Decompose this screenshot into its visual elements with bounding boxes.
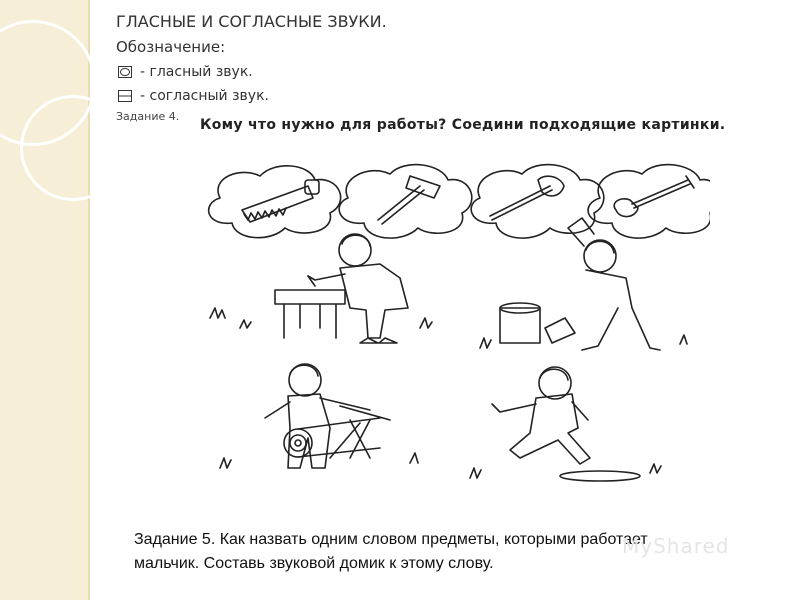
task5-instruction: Задание 5. Как назвать одним словом предметы, которыми работает мальчик. Составь звуковой домик к этому слову. [134, 531, 648, 572]
saw-icon [209, 166, 341, 238]
legend-heading: Обозначение: [116, 38, 226, 56]
worksheet-illustration [180, 158, 710, 498]
legend-vowel-text: - гласный звук. [140, 64, 253, 80]
legend-row-vowel [118, 64, 253, 80]
axe-icon [471, 165, 604, 239]
boy-sawing-log [220, 364, 418, 468]
watermark-text: MyShared [622, 534, 730, 558]
boy-hammering [210, 234, 432, 343]
legend-consonant-text: - согласный звук. [140, 88, 269, 104]
consonant-symbol-icon [118, 90, 132, 102]
vowel-symbol-icon [118, 66, 132, 78]
shovel-icon [588, 165, 710, 239]
page-title: ГЛАСНЫЕ И СОГЛАСНЫЕ ЗВУКИ. [116, 12, 387, 31]
task4-label: Задание 4. [116, 110, 180, 123]
task4-instruction: Кому что нужно для работы? Соедини подходящие картинки. [200, 117, 726, 133]
boy-digging [470, 367, 661, 481]
boy-chopping-wood [480, 218, 687, 350]
legend-row-consonant [118, 88, 269, 104]
hammer-icon [339, 165, 472, 239]
decorative-circle-small [20, 95, 126, 201]
